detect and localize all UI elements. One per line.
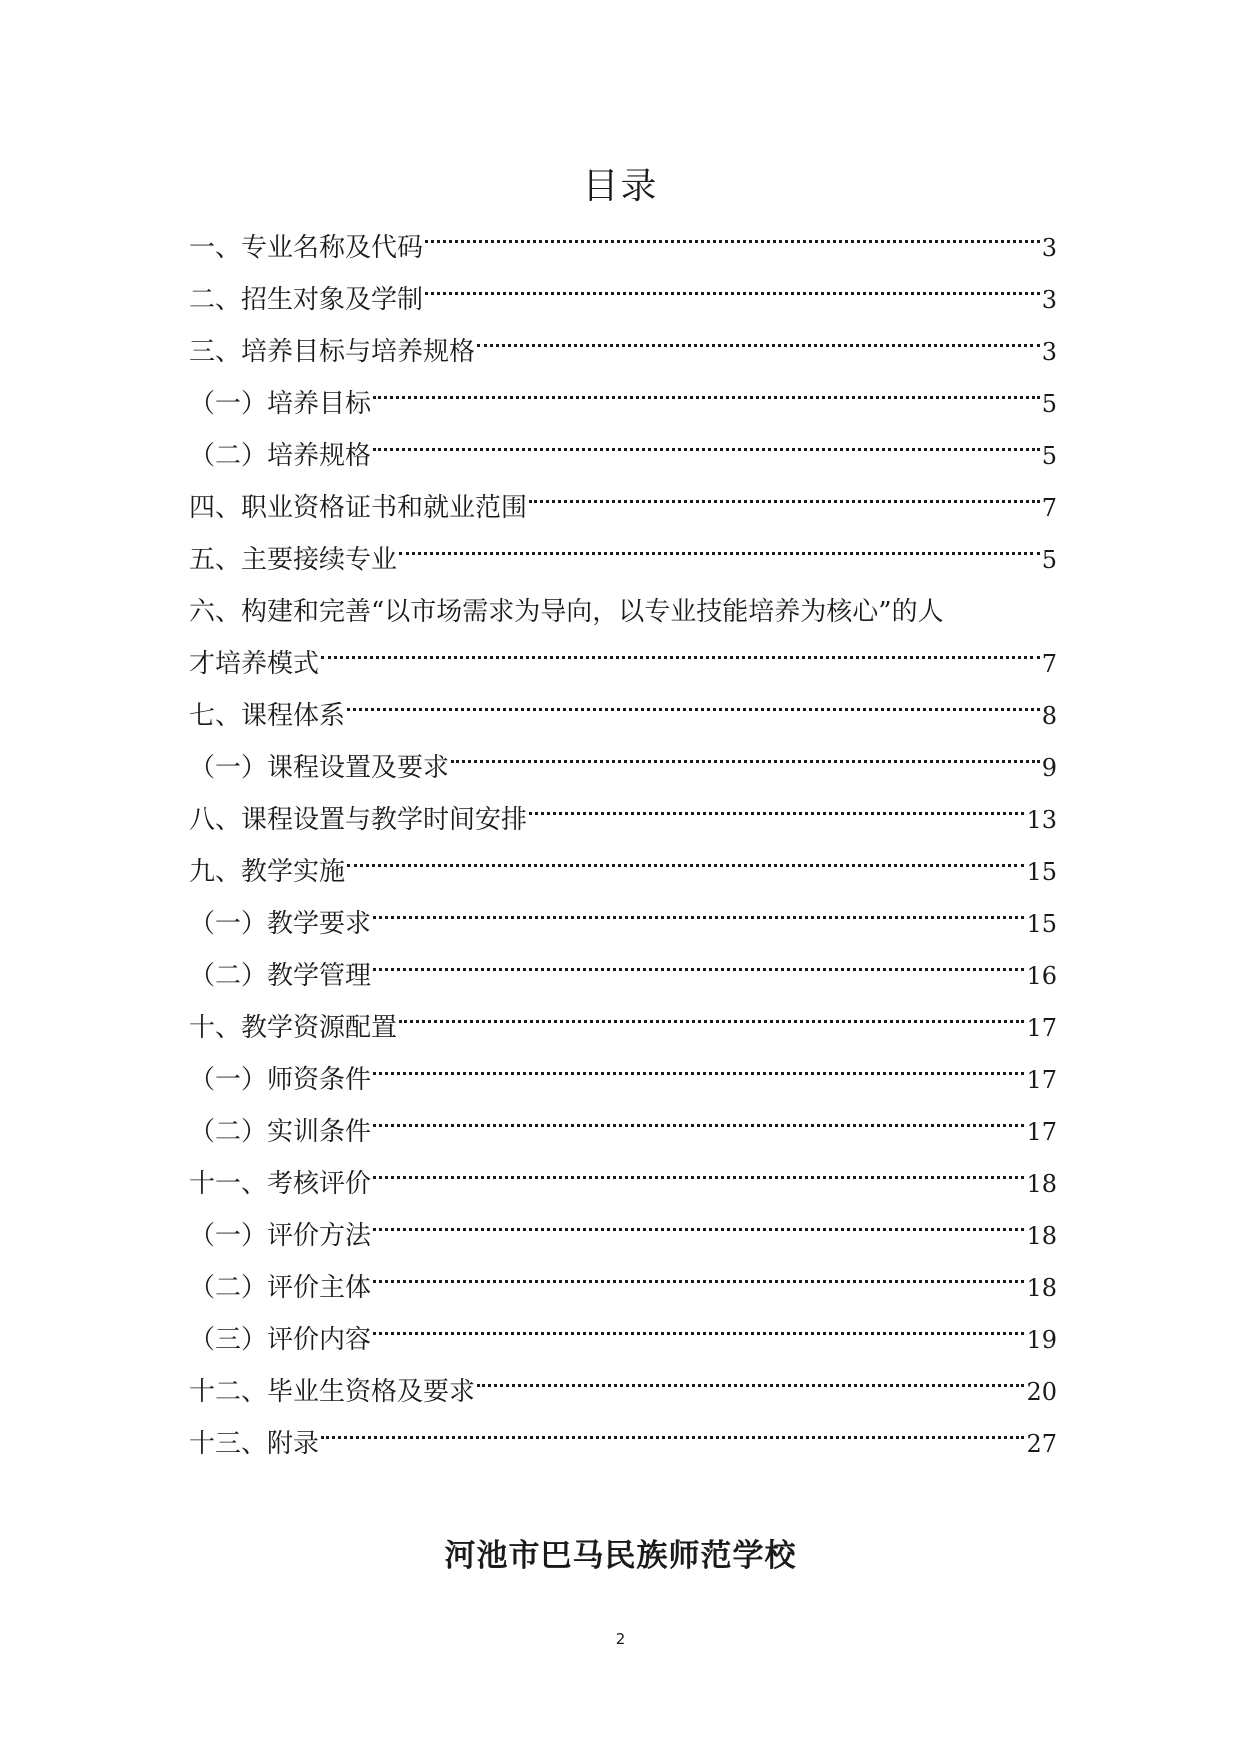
toc-subentry[interactable]: [189, 1262, 1057, 1314]
toc-leader-dots: [373, 1228, 1024, 1231]
toc-entry-label: （一）培养目标: [189, 389, 372, 419]
toc-entry-page: 5: [1041, 546, 1057, 574]
toc-entry[interactable]: [189, 794, 1057, 846]
toc-entry[interactable]: [189, 1418, 1057, 1470]
toc-entry-label: 十三、附录: [189, 1429, 320, 1459]
toc-leader-dots: [373, 396, 1040, 399]
toc-subentry[interactable]: [189, 1314, 1057, 1366]
toc-entry-label: 四、职业资格证书和就业范围: [189, 493, 528, 523]
toc-entry[interactable]: [189, 1002, 1057, 1054]
toc-leader-dots: [399, 552, 1040, 555]
toc-entry[interactable]: [189, 690, 1057, 742]
toc-entry[interactable]: [189, 222, 1057, 274]
toc-entry[interactable]: [189, 274, 1057, 326]
toc-entry-label: 十二、毕业生资格及要求: [189, 1377, 476, 1407]
toc-entry-label: 九、教学实施: [189, 857, 346, 887]
toc-subentry[interactable]: [189, 430, 1057, 482]
toc-entry-label: （一）师资条件: [189, 1065, 372, 1095]
toc-entry-continuation[interactable]: [189, 638, 1057, 690]
toc-entry-label: 七、课程体系: [189, 701, 346, 731]
toc-entry-page: 9: [1041, 754, 1057, 782]
toc-entry-page: 17: [1026, 1066, 1057, 1094]
toc-subentry[interactable]: [189, 378, 1057, 430]
toc-entry[interactable]: [189, 1158, 1057, 1210]
toc-entry-label: 二、招生对象及学制: [189, 285, 424, 315]
toc-entry-page: 16: [1026, 962, 1057, 990]
toc-entry-label: 三、培养目标与培养规格: [189, 337, 476, 367]
toc-entry-label: 八、课程设置与教学时间安排: [189, 805, 528, 835]
toc-leader-dots: [399, 1020, 1024, 1023]
toc-entry-page: 5: [1041, 390, 1057, 418]
toc-subentry[interactable]: [189, 1210, 1057, 1262]
toc-leader-dots: [529, 500, 1040, 503]
toc-entry-wrapped[interactable]: [189, 586, 1057, 638]
toc-entry-page: 20: [1026, 1378, 1057, 1406]
toc-entry-label: 六、构建和完善“以市场需求为导向，以专业技能培养为核心”的人: [189, 597, 944, 627]
toc-entry-page: 3: [1041, 286, 1057, 314]
toc-entry-page: 18: [1026, 1170, 1057, 1198]
toc-entry-page: 15: [1026, 910, 1057, 938]
toc-leader-dots: [451, 760, 1040, 763]
toc-leader-dots: [347, 708, 1040, 711]
toc-subentry[interactable]: [189, 742, 1057, 794]
toc-leader-dots: [477, 344, 1040, 347]
toc-entry-label: （二）培养规格: [189, 441, 372, 471]
toc-leader-dots: [529, 812, 1024, 815]
toc-entry-page: 3: [1041, 338, 1057, 366]
toc-entry-page: 7: [1041, 650, 1057, 678]
toc-entry-label: （三）评价内容: [189, 1325, 372, 1355]
toc-leader-dots: [477, 1384, 1024, 1387]
toc-entry-page: 18: [1026, 1222, 1057, 1250]
toc-leader-dots: [373, 1280, 1024, 1283]
toc-entry-page: 17: [1026, 1118, 1057, 1146]
toc-leader-dots: [321, 656, 1040, 659]
toc-entry-label-continued: 才培养模式: [189, 649, 320, 679]
school-name: 河池市巴马民族师范学校: [444, 1538, 797, 1574]
toc-entry-page: 27: [1026, 1430, 1057, 1458]
toc-entry-page: 17: [1026, 1014, 1057, 1042]
toc-entry-page: 13: [1026, 806, 1057, 834]
toc-entry-label: （一）教学要求: [189, 909, 372, 939]
toc-entry-page: 18: [1026, 1274, 1057, 1302]
toc-entry-label: （二）评价主体: [189, 1273, 372, 1303]
toc-entry-label: 五、主要接续专业: [189, 545, 398, 575]
toc-entry-label: 一、专业名称及代码: [189, 233, 424, 263]
toc-leader-dots: [321, 1436, 1024, 1439]
toc-subentry[interactable]: [189, 950, 1057, 1002]
toc-entry-label: （一）评价方法: [189, 1221, 372, 1251]
toc-leader-dots: [373, 916, 1024, 919]
toc-entry-label: （二）教学管理: [189, 961, 372, 991]
toc-subentry[interactable]: [189, 898, 1057, 950]
page-number: 2: [615, 1630, 626, 1648]
toc-entry-page: 5: [1041, 442, 1057, 470]
toc-title: 目录: [582, 166, 659, 207]
toc-entry-page: 7: [1041, 494, 1057, 522]
toc-leader-dots: [373, 1176, 1024, 1179]
toc-entry-page: 8: [1041, 702, 1057, 730]
toc-entry-label: （二）实训条件: [189, 1117, 372, 1147]
toc-entry-page: 15: [1026, 858, 1057, 886]
toc-entry[interactable]: [189, 1366, 1057, 1418]
toc-subentry[interactable]: [189, 1054, 1057, 1106]
toc-entry-label: 十、教学资源配置: [189, 1013, 398, 1043]
table-of-contents: [189, 222, 1057, 1470]
toc-leader-dots: [425, 240, 1040, 243]
toc-entry-page: 3: [1041, 234, 1057, 262]
toc-leader-dots: [347, 864, 1024, 867]
toc-entry-page: 19: [1026, 1326, 1057, 1354]
toc-leader-dots: [373, 1072, 1024, 1075]
toc-entry[interactable]: [189, 326, 1057, 378]
toc-entry-label: 十一、考核评价: [189, 1169, 372, 1199]
toc-leader-dots: [373, 968, 1024, 971]
toc-entry[interactable]: [189, 534, 1057, 586]
toc-leader-dots: [373, 1332, 1024, 1335]
toc-leader-dots: [373, 1124, 1024, 1127]
toc-leader-dots: [373, 448, 1040, 451]
toc-entry[interactable]: [189, 482, 1057, 534]
toc-entry[interactable]: [189, 846, 1057, 898]
toc-leader-dots: [425, 292, 1040, 295]
toc-entry-label: （一）课程设置及要求: [189, 753, 450, 783]
toc-subentry[interactable]: [189, 1106, 1057, 1158]
